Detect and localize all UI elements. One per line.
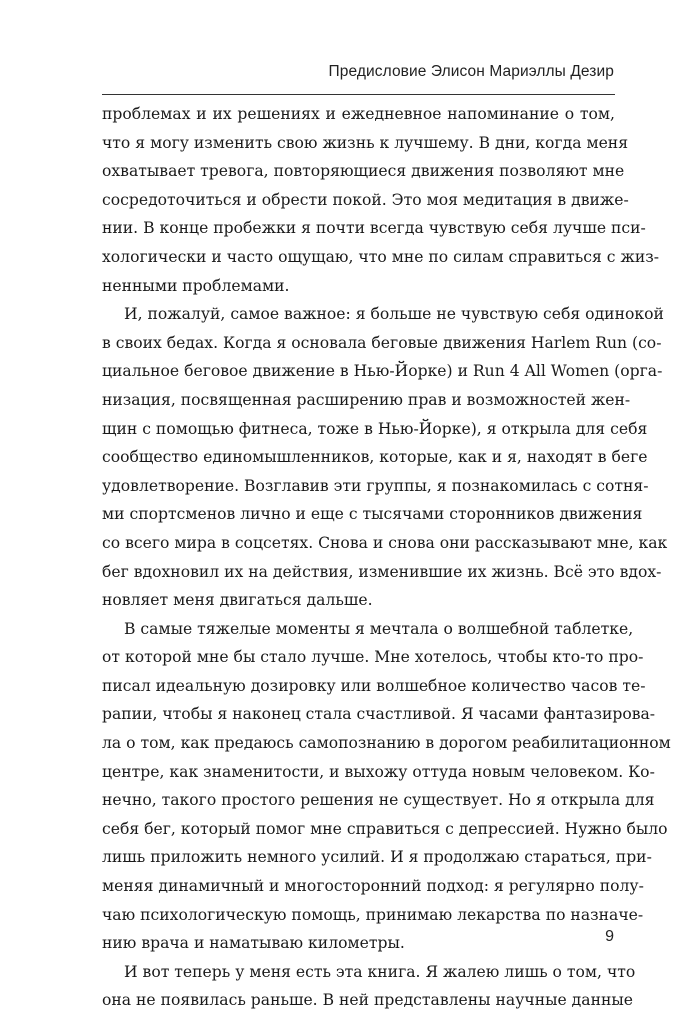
text-line: центре, как знаменитости, и выхожу оттуда новым человеком. Ко- — [102, 762, 655, 781]
text-line: в своих бедах. Когда я основала беговые движения Harlem Run (со- — [102, 333, 662, 352]
text-line: меняя динамичный и многосторонний подход: я регулярно полу- — [102, 877, 644, 896]
text-line: нию врача и наматываю километры. — [102, 934, 405, 953]
text-line: новляет меня двигаться дальше. — [102, 591, 373, 610]
text-line: удовлетворение. Возглавив эти группы, я познакомилась с сотня- — [102, 476, 649, 495]
text-line: от которой мне бы стало лучше. Мне хотелось, чтобы кто-то про- — [102, 648, 644, 667]
text-line: циальное беговое движение в Нью-Йорке) и Run 4 All Women (орга- — [102, 362, 663, 381]
text-line: она не появилась раньше. В ней представлены научные данные — [102, 991, 634, 1010]
text-line: писал идеальную дозировку или волшебное количество часов те- — [102, 676, 646, 695]
text-line: лишь приложить немного усилий. И я продолжаю стараться, при- — [102, 848, 652, 867]
text-line: бег вдохновил их на действия, изменившие их жизнь. Всё это вдох- — [102, 562, 662, 581]
text-line: щин с помощью фитнеса, тоже в Нью-Йорке), я открыла для себя — [102, 419, 648, 438]
body-text — [102, 100, 671, 1015]
text-line: со всего мира в соцсетях. Снова и снова они рассказывают мне, как — [102, 533, 668, 552]
text-line: рапии, чтобы я наконец стала счастливой. Я часами фантазирова- — [102, 705, 656, 724]
text-line: хологически и часто ощущаю, что мне по силам справиться с жиз- — [102, 247, 659, 266]
text-line: ла о том, как предаюсь самопознанию в дорогом реабилитационном — [102, 734, 671, 753]
text-line: чаю психологическую помощь, принимаю лекарства по назначе- — [102, 905, 644, 924]
text-line: ненными проблемами. — [102, 276, 290, 295]
page-number: 9 — [605, 928, 614, 945]
text-line: нечно, такого простого решения не существует. Но я открыла для — [102, 791, 655, 810]
text-line: сосредоточиться и обрести покой. Это моя медитация в движе- — [102, 190, 629, 209]
header-rule — [102, 94, 615, 95]
text-line: проблемах и их решениях и ежедневное напоминание о том, — [102, 105, 615, 123]
text-line: охватывает тревога, повторяющиеся движения позволяют мне — [102, 162, 625, 181]
text-line: нии. В конце пробежки я почти всегда чувствую себя лучше пси- — [102, 219, 646, 238]
text-line: низация, посвященная расширению прав и возможностей жен- — [102, 390, 631, 409]
text-line: И вот теперь у меня есть эта книга. Я жалею лишь о том, что — [124, 962, 636, 981]
text-line: что я могу изменить свою жизнь к лучшему. В дни, когда меня — [102, 133, 629, 152]
text-line: И, пожалуй, самое важное: я больше не чувствую себя одинокой — [124, 305, 664, 324]
text-line: себя бег, который помог мне справиться с депрессией. Нужно было — [102, 819, 668, 838]
text-line: ми спортсменов лично и еще с тысячами сторонников движения — [102, 505, 643, 524]
running-header: Предисловие Элисон Мариэллы Дезир — [328, 63, 614, 80]
text-line: сообщество единомышленников, которые, как и я, находят в беге — [102, 448, 648, 467]
text-line: В самые тяжелые моменты я мечтала о волшебной таблетке, — [124, 619, 634, 638]
